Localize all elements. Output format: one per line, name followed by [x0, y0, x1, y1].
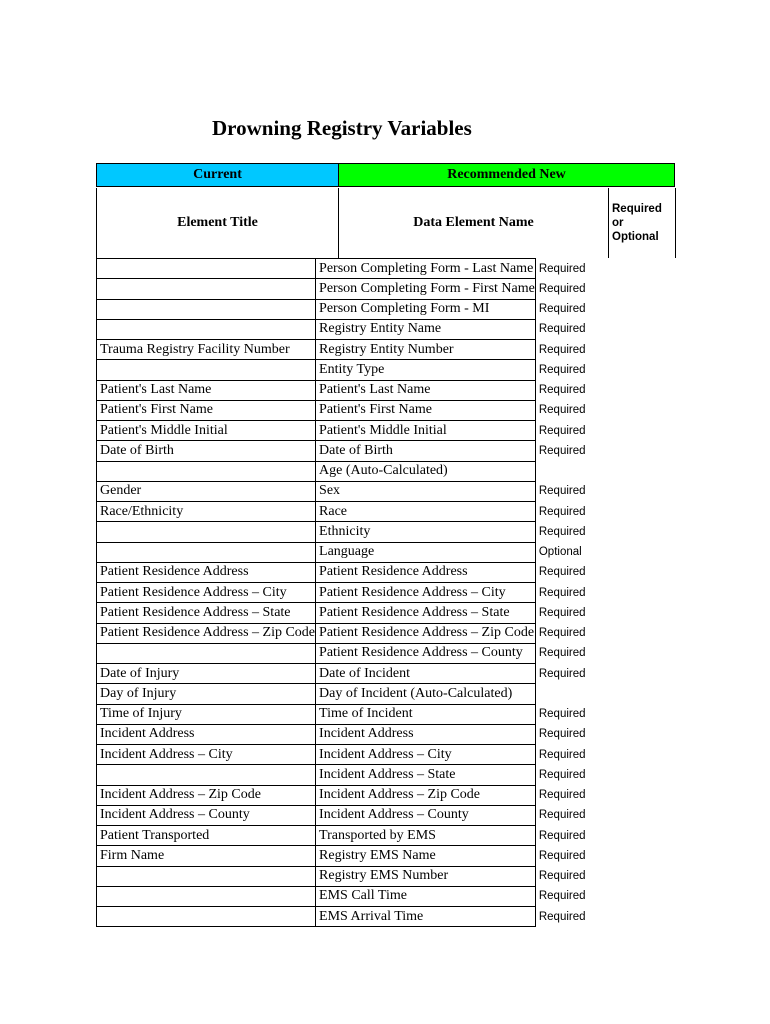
recommended-band-header: Recommended New: [339, 163, 675, 187]
current-element-cell: Day of Injury: [97, 684, 316, 704]
current-element-cell: Gender: [97, 481, 316, 501]
data-element-name-header: Data Element Name: [339, 188, 609, 258]
requirement-cell: Required: [538, 748, 586, 761]
document-title: Drowning Registry Variables: [212, 116, 472, 140]
current-element-cell: Incident Address – City: [97, 745, 316, 765]
table-row: [97, 745, 587, 765]
table-row: [97, 380, 587, 400]
table-row: [97, 340, 587, 360]
required-header-line: Required: [612, 203, 662, 215]
recommended-element-cell: Person Completing Form - MI: [316, 299, 536, 319]
requirement-cell: Required: [538, 303, 586, 316]
requirement-cell: Required: [538, 728, 586, 741]
requirement-cell: Required: [538, 890, 586, 903]
recommended-element-cell: Sex: [316, 481, 536, 501]
requirement-cell: Required: [538, 627, 586, 640]
recommended-element-cell: Registry Entity Name: [316, 319, 536, 339]
requirement-cell: Required: [538, 708, 586, 721]
table-row: [97, 502, 587, 522]
requirement-cell: Required: [538, 667, 586, 680]
requirement-cell: Required: [538, 323, 586, 336]
current-element-cell: [97, 765, 316, 785]
requirement-cell: Required: [538, 343, 586, 356]
recommended-element-cell: Entity Type: [316, 360, 536, 380]
table-row: [97, 259, 587, 279]
recommended-element-cell: Transported by EMS: [316, 826, 536, 846]
table-row: [97, 481, 587, 501]
recommended-element-cell: Patient Residence Address – Zip Code: [316, 623, 536, 643]
current-element-cell: Incident Address – Zip Code: [97, 785, 316, 805]
requirement-cell: Required: [538, 566, 586, 579]
table-row: [97, 886, 587, 906]
current-element-cell: Date of Injury: [97, 664, 316, 684]
requirement-cell: Required: [538, 586, 586, 599]
element-title-header: Element Title: [96, 188, 339, 258]
recommended-element-cell: Person Completing Form - Last Name: [316, 259, 536, 279]
recommended-element-cell: EMS Call Time: [316, 886, 536, 906]
table-row: [97, 421, 587, 441]
requirement-cell: Required: [538, 444, 586, 457]
table-row: [97, 785, 587, 805]
table-row: [97, 603, 587, 623]
recommended-element-cell: Incident Address – Zip Code: [316, 785, 536, 805]
recommended-element-cell: Incident Address – County: [316, 805, 536, 825]
recommended-element-cell: Incident Address – State: [316, 765, 536, 785]
current-element-cell: Patient Residence Address – Zip Code: [97, 623, 316, 643]
current-element-cell: Incident Address: [97, 724, 316, 744]
recommended-element-cell: Registry EMS Number: [316, 866, 536, 886]
table-row: [97, 279, 587, 299]
recommended-element-cell: Patient Residence Address – City: [316, 583, 536, 603]
table-row: [97, 664, 587, 684]
requirement-cell: [535, 461, 586, 481]
recommended-element-cell: Patient's Middle Initial: [316, 421, 536, 441]
requirement-cell: Required: [538, 606, 586, 619]
current-element-cell: Patient Transported: [97, 826, 316, 846]
current-element-cell: Patient Residence Address: [97, 562, 316, 582]
current-element-cell: [97, 866, 316, 886]
requirement-cell: Required: [538, 363, 586, 376]
requirement-cell: Optional: [538, 546, 582, 559]
requirement-cell: Required: [538, 647, 586, 660]
table-row: [97, 522, 587, 542]
recommended-element-cell: Time of Incident: [316, 704, 536, 724]
requirement-cell: Required: [538, 424, 586, 437]
current-element-cell: Trauma Registry Facility Number: [97, 340, 316, 360]
requirement-cell: Required: [538, 849, 586, 862]
recommended-element-cell: Age (Auto-Calculated): [316, 461, 536, 481]
recommended-element-cell: Race: [316, 502, 536, 522]
current-band-header: Current: [96, 163, 339, 187]
table-row: [97, 583, 587, 603]
current-element-cell: [97, 542, 316, 562]
requirement-cell: Required: [538, 282, 586, 295]
current-element-cell: Date of Birth: [97, 441, 316, 461]
table-row: [97, 299, 587, 319]
table-row: [97, 623, 587, 643]
required-optional-header: [610, 188, 676, 258]
requirement-cell: Required: [538, 404, 586, 417]
variables-rows: [96, 258, 587, 927]
current-element-cell: Race/Ethnicity: [97, 502, 316, 522]
recommended-element-cell: Patient's First Name: [316, 400, 536, 420]
recommended-element-cell: Incident Address: [316, 724, 536, 744]
requirement-cell: Required: [538, 809, 586, 822]
table-row: [97, 360, 587, 380]
current-element-cell: Patient Residence Address – State: [97, 603, 316, 623]
recommended-element-cell: Registry EMS Name: [316, 846, 536, 866]
table-row: [97, 866, 587, 886]
or-header-line: or: [612, 217, 624, 229]
current-element-cell: [97, 279, 316, 299]
table-row: [97, 542, 587, 562]
table-row: [97, 907, 587, 927]
table-row: [97, 461, 587, 481]
table-row: [97, 319, 587, 339]
table-row: [97, 704, 587, 724]
current-element-cell: [97, 299, 316, 319]
recommended-element-cell: Patient Residence Address: [316, 562, 536, 582]
requirement-cell: Required: [538, 910, 586, 923]
current-element-cell: Patient Residence Address – City: [97, 583, 316, 603]
requirement-cell: Required: [538, 829, 586, 842]
requirement-cell: Required: [538, 384, 586, 397]
table-row: [97, 805, 587, 825]
table-row: [97, 846, 587, 866]
requirement-cell: Required: [538, 789, 586, 802]
current-element-cell: [97, 319, 316, 339]
current-element-cell: [97, 907, 316, 927]
recommended-element-cell: Person Completing Form - First Name: [316, 279, 536, 299]
recommended-element-cell: Date of Birth: [316, 441, 536, 461]
recommended-element-cell: EMS Arrival Time: [316, 907, 536, 927]
requirement-cell: Required: [538, 768, 586, 781]
recommended-element-cell: Incident Address – City: [316, 745, 536, 765]
recommended-element-cell: Date of Incident: [316, 664, 536, 684]
current-element-cell: [97, 522, 316, 542]
table-row: [97, 562, 587, 582]
recommended-element-cell: Patient's Last Name: [316, 380, 536, 400]
table-row: [97, 643, 587, 663]
table-row: [97, 684, 587, 704]
current-element-cell: Time of Injury: [97, 704, 316, 724]
requirement-cell: Required: [538, 262, 586, 275]
current-element-cell: [97, 360, 316, 380]
current-element-cell: Patient's Middle Initial: [97, 421, 316, 441]
optional-header-line: Optional: [612, 231, 659, 243]
table-row: [97, 724, 587, 744]
table-row: [97, 765, 587, 785]
requirement-cell: Required: [538, 870, 586, 883]
recommended-element-cell: Registry Entity Number: [316, 340, 536, 360]
current-element-cell: [97, 886, 316, 906]
current-element-cell: Firm Name: [97, 846, 316, 866]
recommended-element-cell: Patient Residence Address – State: [316, 603, 536, 623]
recommended-element-cell: Language: [316, 542, 536, 562]
table-row: [97, 441, 587, 461]
recommended-element-cell: Day of Incident (Auto-Calculated): [316, 684, 536, 704]
current-element-cell: [97, 259, 316, 279]
requirement-cell: Required: [538, 525, 586, 538]
requirement-cell: [535, 684, 586, 704]
table-row: [97, 400, 587, 420]
requirement-cell: Required: [538, 485, 586, 498]
table-row: [97, 826, 587, 846]
recommended-element-cell: Ethnicity: [316, 522, 536, 542]
current-element-cell: Patient's First Name: [97, 400, 316, 420]
recommended-element-cell: Patient Residence Address – County: [316, 643, 536, 663]
current-element-cell: [97, 643, 316, 663]
requirement-cell: Required: [538, 505, 586, 518]
current-element-cell: Patient's Last Name: [97, 380, 316, 400]
current-element-cell: [97, 461, 316, 481]
current-element-cell: Incident Address – County: [97, 805, 316, 825]
